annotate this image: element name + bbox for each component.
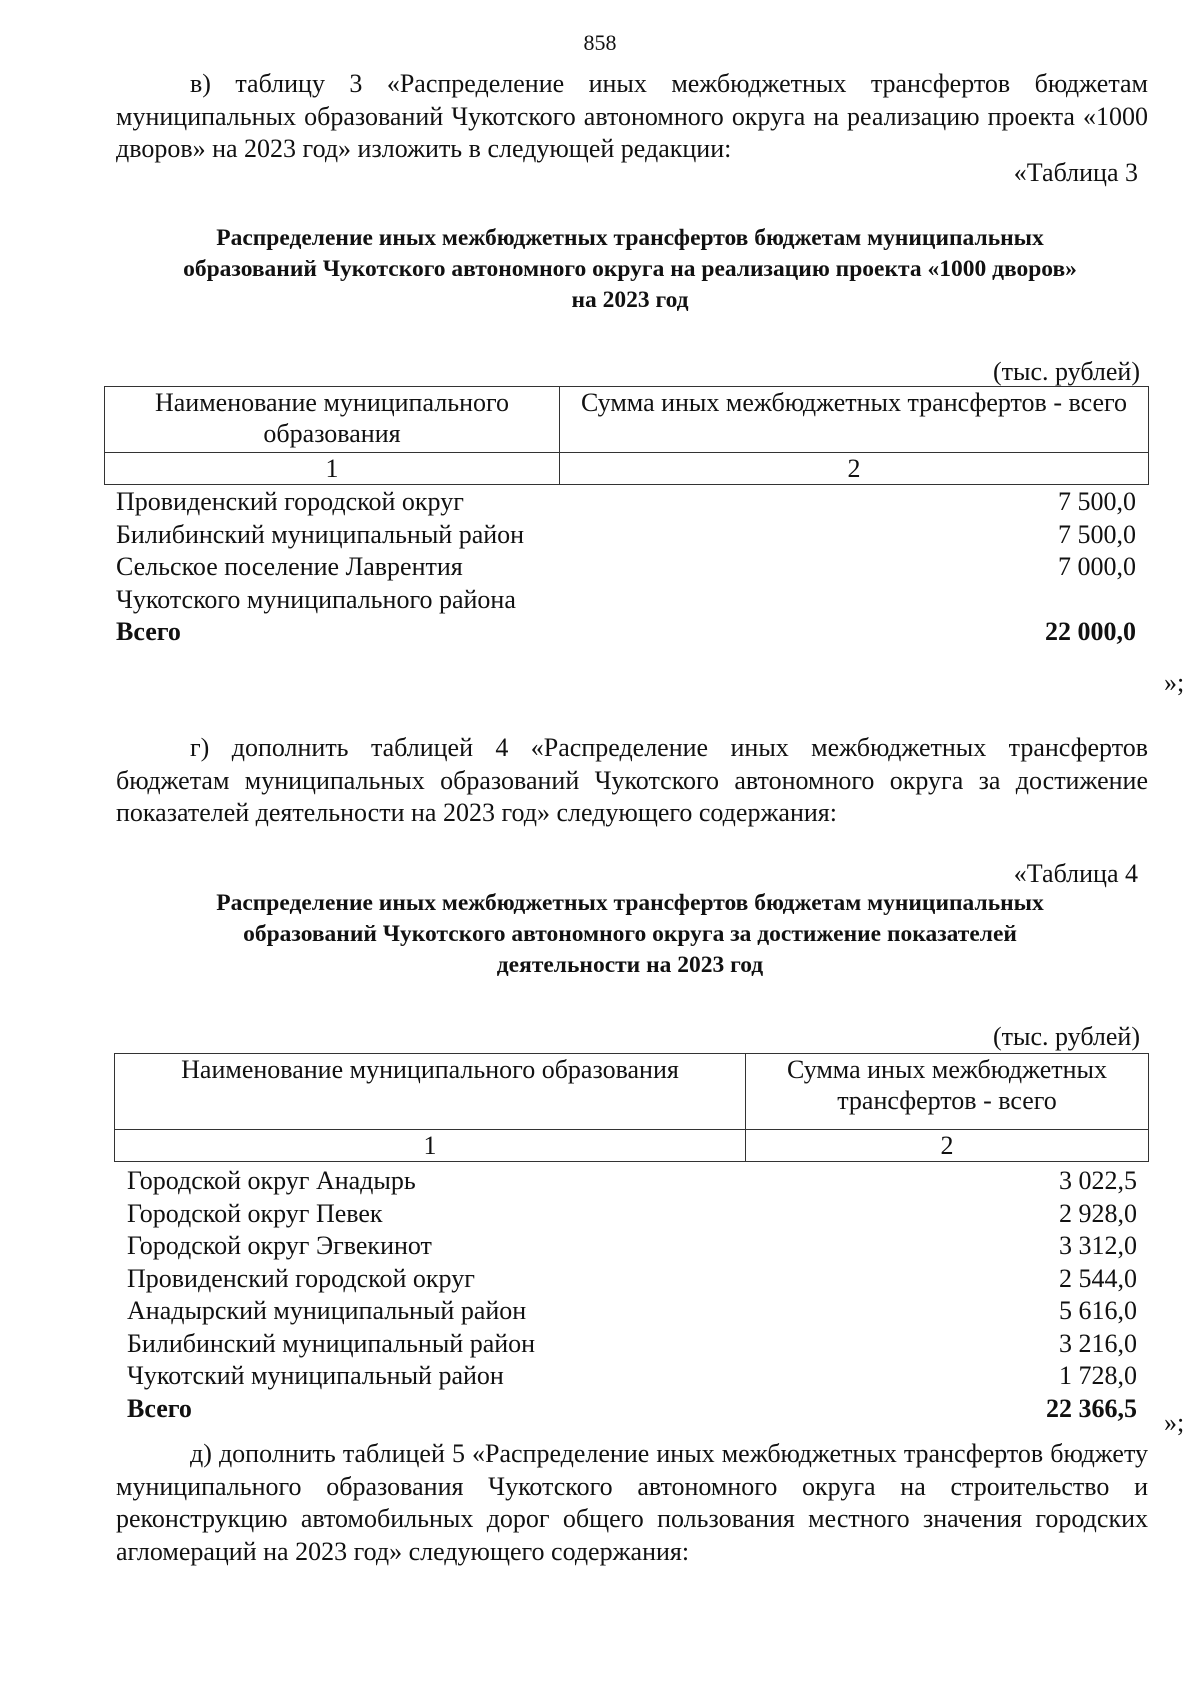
table3-title-line: образований Чукотского автономного округа на реализацию проекта «1000 дворов» <box>183 256 1077 282</box>
row-name: Билибинский муниципальный район <box>116 519 525 549</box>
row-name: Билибинский муниципальный район <box>127 1328 536 1358</box>
row-value: 5 616,0 <box>1059 1296 1137 1325</box>
row-value: 2 928,0 <box>1059 1198 1137 1228</box>
table-row <box>127 1360 1137 1393</box>
table-row <box>116 486 1136 519</box>
table3-title-line: на 2023 год <box>571 287 689 313</box>
table-row <box>127 1328 1137 1361</box>
row-value: 7 000,0 <box>1058 552 1136 581</box>
table3-header <box>104 386 1149 485</box>
table3-header-sum: Сумма иных межбюджетных трансфертов - всего <box>560 387 1149 453</box>
table3-title <box>110 223 1150 316</box>
table3-body <box>116 486 1136 649</box>
row-name: Сельское поселение Лаврентия Чукотского муниципального района <box>116 552 516 614</box>
table4-units: (тыс. рублей) <box>992 1022 1140 1051</box>
total-label: Всего <box>127 1393 192 1423</box>
total-label: Всего <box>116 617 181 646</box>
total-value: 22 000,0 <box>1045 617 1136 646</box>
row-name: Провиденский городской округ <box>116 487 464 516</box>
table4-title-line: Распределение иных межбюджетных трансфертов бюджетам муниципальных <box>216 890 1044 916</box>
table3-closing-quote: »; <box>1164 668 1185 697</box>
table3-units: (тыс. рублей) <box>992 357 1140 386</box>
row-value: 7 500,0 <box>1058 487 1136 516</box>
total-value: 22 366,5 <box>1046 1393 1137 1423</box>
row-value: 3 312,0 <box>1059 1231 1137 1260</box>
table3-caption: «Таблица 3 <box>1013 158 1138 187</box>
table-row <box>127 1165 1137 1198</box>
table4-title <box>110 888 1150 981</box>
row-name: Городской округ Певек <box>127 1198 383 1228</box>
table-row <box>127 1295 1137 1328</box>
page-number: 858 <box>583 30 617 55</box>
table-row <box>127 1263 1137 1296</box>
row-value: 2 544,0 <box>1059 1263 1137 1293</box>
paragraph-g: г) дополнить таблицей 4 «Распределение иных межбюджетных трансфертов бюджетам муниципальных образований Чукотского автономного округа за достижение показателей деятельности на 2023 год» следующего содержания: <box>116 733 1148 827</box>
table-row <box>116 551 1136 616</box>
row-name: Городской округ Анадырь <box>127 1166 416 1195</box>
table4-header-sum: Сумма иных межбюджетных трансфертов - всего <box>746 1054 1149 1130</box>
row-name: Чукотский муниципальный район <box>127 1361 504 1390</box>
table4-closing-quote: »; <box>1164 1408 1185 1437</box>
table3-header-name: Наименование муниципального образования <box>105 387 560 453</box>
table3-column-number: 2 <box>560 453 1149 485</box>
table-row <box>116 519 1136 552</box>
row-value: 3 216,0 <box>1059 1328 1137 1358</box>
table3-column-number: 1 <box>105 453 560 485</box>
table4-body <box>127 1165 1137 1425</box>
table4-header-name: Наименование муниципального образования <box>115 1054 746 1130</box>
row-name: Городской округ Эгвекинот <box>127 1231 432 1260</box>
table-row <box>127 1230 1137 1263</box>
table4-column-number: 1 <box>115 1130 746 1162</box>
paragraph-d: д) дополнить таблицей 5 «Распределение иных межбюджетных трансфертов бюджету муниципального образования Чукотского автономного округа на строительство и реконструкцию автомобильных дорог общего пользования местного значения городских агломераций на 2023 год» следующего содержания: <box>116 1439 1148 1566</box>
table4-title-line: деятельности на 2023 год <box>496 952 764 978</box>
table4-caption: «Таблица 4 <box>1013 859 1138 888</box>
table-total-row <box>116 616 1136 649</box>
paragraph-b: в) таблицу 3 «Распределение иных межбюджетных трансфертов бюджетам муниципальных образований Чукотского автономного округа на реализацию проекта «1000 дворов» на 2023 год» изложить в следующей редакции: <box>116 69 1148 163</box>
row-name: Анадырский муниципальный район <box>127 1296 527 1325</box>
row-value: 7 500,0 <box>1058 519 1136 549</box>
table4-header <box>114 1053 1149 1162</box>
table4-title-line: образований Чукотского автономного округа за достижение показателей <box>243 921 1017 947</box>
table-total-row <box>127 1393 1137 1426</box>
table4-column-number: 2 <box>746 1130 1149 1162</box>
table3-title-line: Распределение иных межбюджетных трансфертов бюджетам муниципальных <box>216 225 1044 251</box>
table-row <box>127 1198 1137 1231</box>
row-value: 1 728,0 <box>1059 1361 1137 1390</box>
row-value: 3 022,5 <box>1059 1166 1137 1195</box>
row-name: Провиденский городской округ <box>127 1263 475 1293</box>
